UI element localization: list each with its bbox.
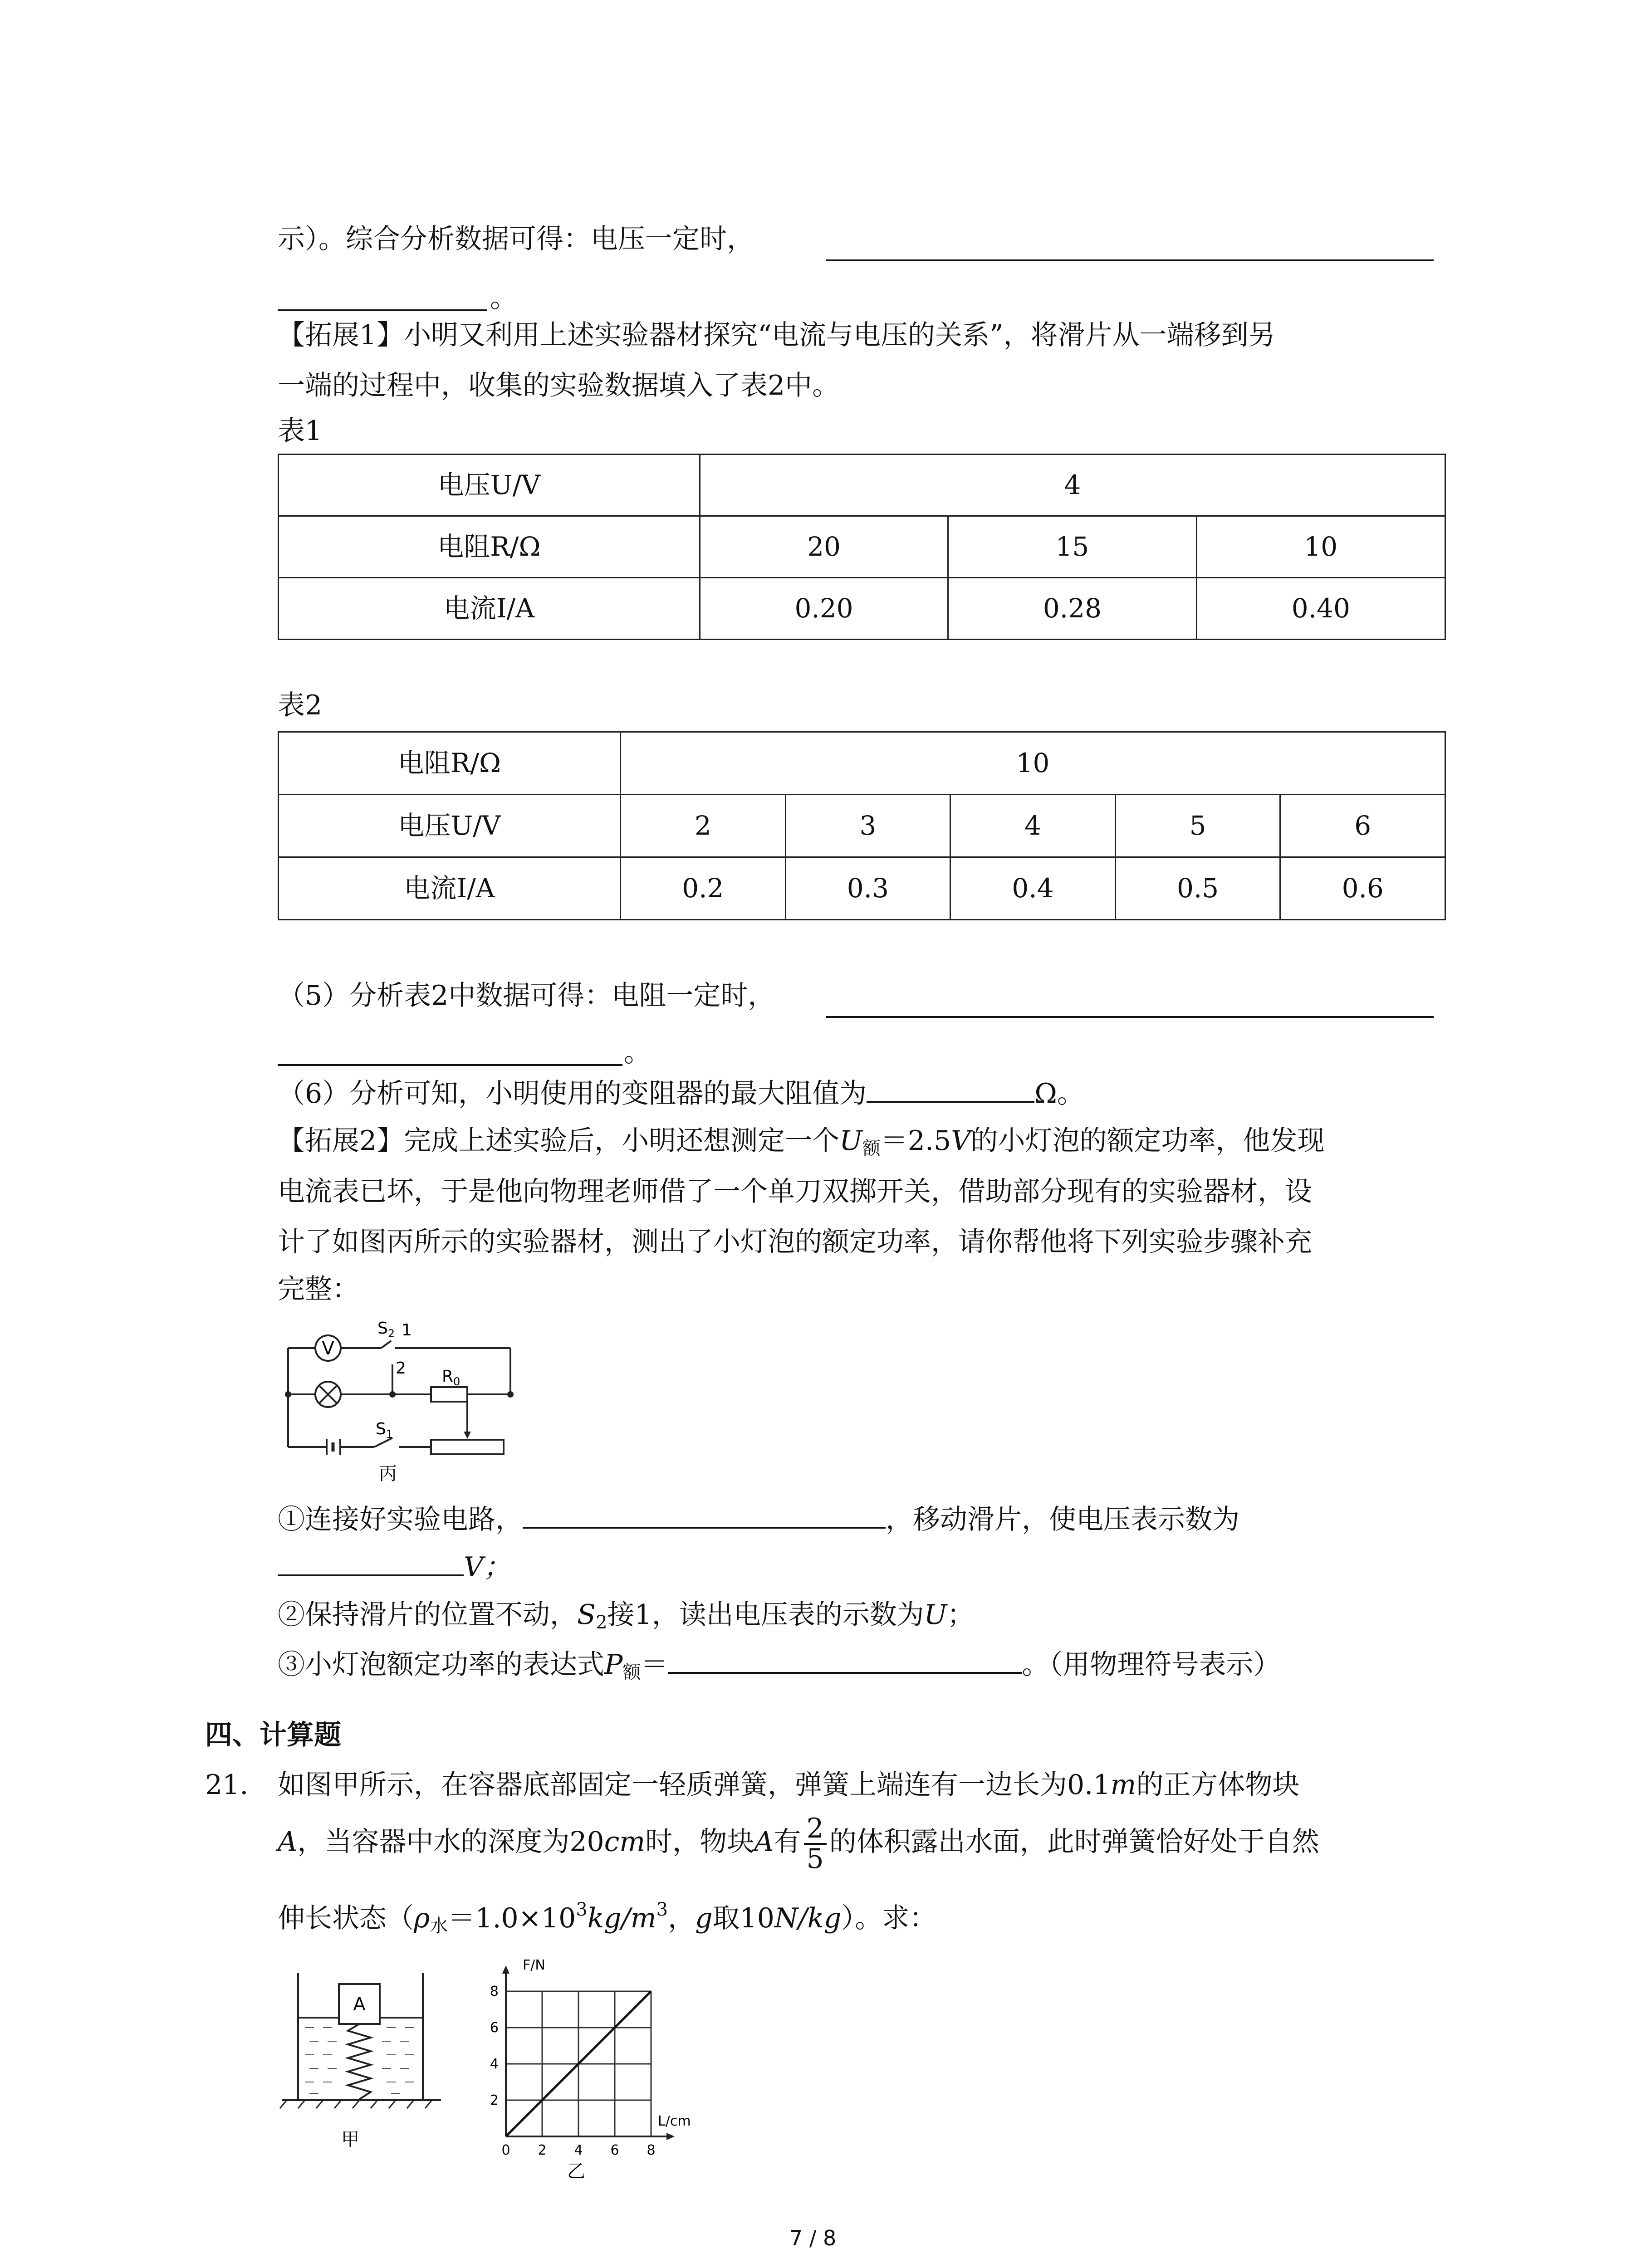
switch2-blade <box>381 1341 391 1348</box>
ext2-text: ＝2.5 <box>880 1125 951 1157</box>
q5-text: （5）分析表2中数据可得：电阻一定时， <box>278 980 775 1012</box>
table2 <box>278 731 1446 920</box>
table-row <box>279 578 1445 640</box>
ext2-line4: 完整： <box>278 1273 359 1305</box>
subscript: 额 <box>622 1662 641 1683</box>
y-tick-label: 8 <box>490 1984 499 1999</box>
q21-text: 的正方体物块 <box>1136 1769 1300 1801</box>
force-length-chart <box>472 1950 726 2186</box>
fraction-denominator: 5 <box>806 1843 824 1875</box>
q6-text: （6）分析可知，小明使用的变阻器的最大阻值为 <box>278 1078 867 1110</box>
q21-text: ，当容器中水的深度为20 <box>297 1826 604 1858</box>
table2-label-current: 电流I/A <box>279 857 621 920</box>
table1-label-current: 电流I/A <box>279 578 700 640</box>
y-tick-label: 6 <box>490 2020 499 2036</box>
table-cell: 15 <box>948 516 1196 578</box>
switch2-label <box>377 1319 395 1340</box>
symbol-A: A <box>754 1826 774 1858</box>
q21-text: 取10 <box>712 1902 774 1934</box>
resistor-sub: 0 <box>453 1375 460 1388</box>
superscript: 3 <box>656 1899 668 1920</box>
symbol-A: A <box>278 1826 298 1858</box>
q21-text: 有 <box>774 1826 801 1858</box>
switch1-letter: S <box>376 1420 386 1438</box>
q21-text: ， <box>668 1902 696 1934</box>
step1-text: ①连接好实验电路， <box>278 1504 523 1535</box>
x-tick-label: 8 <box>647 2142 656 2158</box>
q5-blank-1[interactable] <box>826 1016 1434 1018</box>
step2-text: ②保持滑片的位置不动， <box>278 1599 577 1631</box>
table-cell: 0.40 <box>1196 578 1445 640</box>
switch2-sub: 2 <box>387 1327 395 1340</box>
table-row <box>279 732 1445 795</box>
junction-dot <box>507 1391 514 1398</box>
x-axis-label: L/cm <box>658 2113 691 2129</box>
table-cell: 10 <box>1196 516 1445 578</box>
junction-dot <box>285 1391 291 1398</box>
resistor-letter: R <box>442 1367 454 1386</box>
subscript: 水 <box>430 1916 448 1936</box>
resistor-icon <box>431 1387 467 1402</box>
ext2-text: 的小灯泡的额定功率，他发现 <box>970 1125 1325 1157</box>
table-cell: 6 <box>1280 795 1445 857</box>
table-cell: 0.6 <box>1280 857 1445 920</box>
table1-caption: 表1 <box>278 415 323 447</box>
table-row <box>279 795 1445 857</box>
step1-unit: V； <box>464 1551 511 1583</box>
table-cell: 0.4 <box>950 857 1116 920</box>
ground-hatching <box>280 2100 432 2108</box>
intro-line: 示）。综合分析数据可得：电压一定时， <box>278 223 754 255</box>
ext2-line2: 电流表已坏，于是他向物理老师借了一个单刀双掷开关，借助部分现有的实验器材，设 <box>278 1176 1312 1207</box>
intro-blank-1[interactable] <box>826 259 1434 261</box>
spring-icon <box>348 2024 371 2099</box>
x-tick-label: 6 <box>610 2142 619 2158</box>
table-cell: 0.2 <box>621 857 786 920</box>
q21-text: 伸长状态（ <box>278 1902 414 1934</box>
unit-n-per-kg: N/kg <box>774 1902 842 1934</box>
q21-number: 21. <box>205 1769 249 1801</box>
step2-text: ； <box>947 1599 975 1631</box>
step3-text: ＝ <box>641 1649 668 1681</box>
table-cell: 0.3 <box>785 857 950 920</box>
q6-line <box>278 1073 1084 1114</box>
ext1-text1: 小明又利用上述实验器材探究“电流与电压的关系”，将滑片从一端移到另 <box>404 319 1276 351</box>
table2-label-voltage: 电压U/V <box>279 795 621 857</box>
symbol-U: U <box>924 1599 947 1631</box>
ext1-label: 【拓展1】 <box>278 319 404 351</box>
unit-m: m <box>1110 1769 1136 1801</box>
step3-text: 。（用物理符号表示） <box>1022 1649 1281 1681</box>
ext2-line1 <box>278 1120 1325 1162</box>
step2-text: 接1，读出电压表的示数为 <box>607 1599 924 1631</box>
table-cell: 2 <box>621 795 786 857</box>
step2-line <box>278 1594 974 1636</box>
resistor-label <box>442 1367 460 1388</box>
table2-caption: 表2 <box>278 689 323 721</box>
table-row <box>279 455 1445 516</box>
page-number: 7 / 8 <box>789 2226 837 2250</box>
symbol-rho: ρ <box>414 1902 430 1934</box>
step1-voltage-blank[interactable] <box>278 1547 464 1576</box>
step1-cont <box>278 1547 510 1588</box>
table1 <box>278 454 1446 640</box>
table1-label-resistance: 电阻R/Ω <box>279 516 700 578</box>
intro-period: 。 <box>490 282 517 314</box>
symbol-U: U <box>839 1125 862 1157</box>
q6-unit: Ω。 <box>1034 1078 1084 1110</box>
junction-dot <box>389 1391 396 1398</box>
table-cell: 4 <box>950 795 1116 857</box>
subscript: 额 <box>862 1138 881 1159</box>
table-row <box>279 516 1445 578</box>
table-cell: 4 <box>700 455 1445 516</box>
block-a-label: A <box>353 1994 366 2015</box>
table-cell: 0.28 <box>948 578 1196 640</box>
table-cell: 0.20 <box>700 578 948 640</box>
x-tick-label: 4 <box>574 2142 583 2158</box>
switch1-sub: 1 <box>386 1428 393 1441</box>
ext2-text: 完成上述实验后，小明还想测定一个 <box>404 1125 840 1157</box>
chart-caption: 乙 <box>567 2161 585 2182</box>
q21-text: 的体积露出水面，此时弹簧恰好处于自然 <box>829 1826 1319 1858</box>
switch2-letter: S <box>377 1319 388 1338</box>
ext2-line3: 计了如图丙所示的实验器材，测出了小灯泡的额定功率，请你帮他将下列实验步骤补充 <box>278 1226 1312 1258</box>
q5-blank-2[interactable] <box>278 1064 622 1066</box>
ext1-line1 <box>278 315 1276 356</box>
table-cell: 20 <box>700 516 948 578</box>
symbol-P: P <box>604 1649 623 1681</box>
circuit-caption: 丙 <box>379 1463 397 1484</box>
y-tick-label: 4 <box>490 2056 499 2072</box>
switch2-pos1: 1 <box>402 1321 412 1339</box>
step3-text: ③小灯泡额定功率的表达式 <box>278 1649 604 1681</box>
q21-text: ）。求： <box>841 1902 937 1934</box>
voltmeter-label: V <box>322 1338 334 1359</box>
step3-blank[interactable] <box>668 1645 1022 1674</box>
x-axis-arrow-icon <box>666 2133 675 2140</box>
unit-cm: cm <box>604 1826 646 1858</box>
x-tick-label: 2 <box>538 2142 547 2158</box>
circuit-diagram <box>272 1315 517 1501</box>
q5-period: 。 <box>624 1036 651 1068</box>
symbol-V: V <box>951 1125 971 1157</box>
table-cell: 10 <box>621 732 1445 795</box>
symbol-g: g <box>695 1902 713 1934</box>
rheostat-icon <box>431 1440 504 1454</box>
y-axis-arrow-icon <box>502 1965 509 1974</box>
q6-blank[interactable] <box>867 1074 1034 1103</box>
subscript: 2 <box>596 1612 607 1633</box>
switch1-label <box>376 1420 393 1441</box>
switch2-pos2: 2 <box>396 1359 406 1378</box>
step3-line <box>278 1644 1280 1686</box>
container-figure <box>278 1964 450 2177</box>
y-axis-label: F/N <box>523 1957 545 1973</box>
ext1-line2: 一端的过程中，收集的实验数据填入了表2中。 <box>278 370 840 401</box>
table-cell: 5 <box>1115 795 1280 857</box>
step1-text: ，移动滑片，使电压表示数为 <box>886 1504 1239 1535</box>
q21-line1 <box>278 1765 1299 1805</box>
y-tick-label: 2 <box>490 2092 499 2108</box>
unit-density: kg/m <box>587 1902 656 1934</box>
step1-line <box>278 1499 1239 1540</box>
symbol-S: S <box>577 1599 596 1631</box>
table-cell: 0.5 <box>1115 857 1280 920</box>
q21-line2 <box>278 1814 1319 1873</box>
q21-text: 如图甲所示，在容器底部固定一轻质弹簧，弹簧上端连有一边长为0.1 <box>278 1769 1111 1801</box>
intro-text <box>278 219 754 259</box>
q21-text: 时，物块 <box>645 1826 754 1858</box>
q21-text: ＝1.0×10 <box>448 1902 576 1934</box>
fraction-numerator: 2 <box>804 1814 827 1845</box>
figure-caption: 甲 <box>341 2129 359 2150</box>
q21-line3 <box>278 1896 936 1940</box>
x-tick-label: 0 <box>501 2142 510 2158</box>
section-title: 四、计算题 <box>205 1719 341 1751</box>
slider-arrow-icon <box>464 1432 471 1439</box>
step1-blank[interactable] <box>523 1500 886 1529</box>
table1-label-voltage: 电压U/V <box>279 455 700 516</box>
ext2-label: 【拓展2】 <box>278 1125 404 1157</box>
table-cell: 3 <box>785 795 950 857</box>
table-row <box>279 857 1445 920</box>
intro-blank-2[interactable] <box>278 309 487 311</box>
superscript: 3 <box>576 1899 588 1920</box>
table2-label-resistance: 电阻R/Ω <box>279 732 621 795</box>
fraction <box>804 1814 827 1873</box>
